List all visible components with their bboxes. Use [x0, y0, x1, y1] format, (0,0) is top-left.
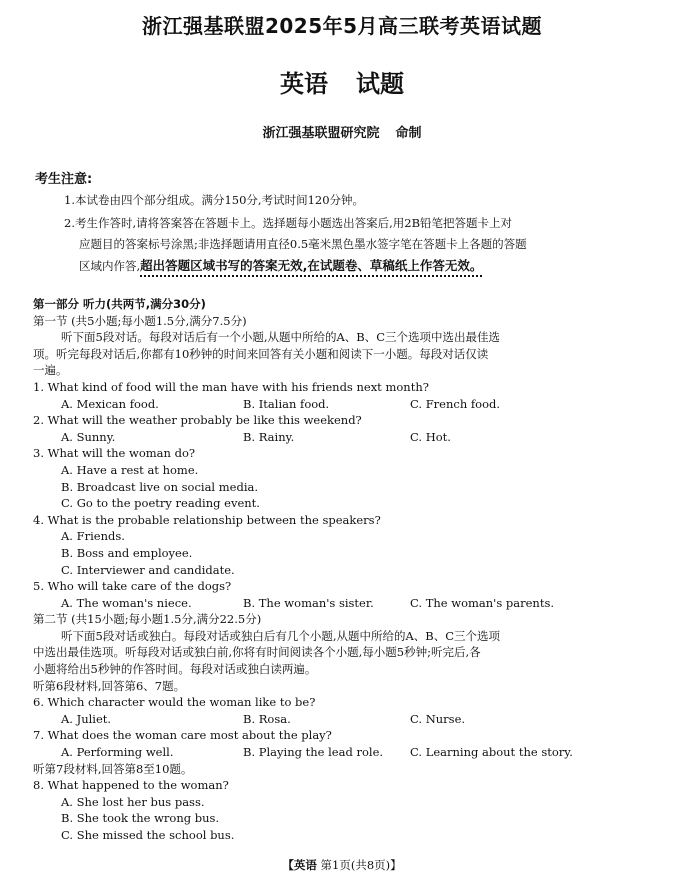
notice-item-2-plain: 区域内作答, [79, 259, 141, 273]
section2-title: 第二节 (共15小题;每小题1.5分,满分22.5分) [33, 612, 262, 627]
paper-label: 试题 [356, 69, 404, 98]
option-c: C. Nurse. [410, 711, 466, 726]
question-3: 3. What will the woman do? [33, 446, 196, 461]
question-1: 1. What kind of food will the man have with his friends next month? [33, 379, 429, 394]
notice-warning: 超出答题区域书写的答案无效,在试题卷、草稿纸上作答无效。 [140, 258, 483, 273]
subject-title [0, 64, 684, 99]
notice-item-1: 1.本试卷由四个部分组成。满分150分,考试时间120分钟。 [64, 193, 365, 207]
question-5: 5. Who will take care of the dogs? [33, 579, 232, 594]
option-a: A. Performing well. [61, 745, 174, 760]
question-4: 4. What is the probable relationship between the speakers? [33, 512, 381, 527]
option-a: A. Friends. [61, 529, 125, 544]
section2-directions-1: 听下面5段对话或独白。每段对话或独白后有几个小题,从题中所给的A、B、C三个选项 [61, 628, 501, 643]
option-c: C. She missed the school bus. [61, 828, 235, 842]
option-c: C. Learning about the story. [410, 745, 573, 760]
section1-directions-1: 听下面5段对话。每段对话后有一个小题,从题中所给的A、B、C三个选项中选出最佳选 [61, 330, 501, 345]
option-b: B. She took the wrong bus. [61, 811, 220, 826]
question-6-options [33, 711, 648, 728]
option-b: B. Broadcast live on social media. [61, 479, 259, 494]
material-6-instruction: 听第6段材料,回答第6、7题。 [33, 678, 186, 693]
option-b: B. Italian food. [243, 396, 330, 411]
exam-main-title: 浙江强基联盟2025年5月高三联考英语试题 [141, 14, 543, 38]
option-a: A. Mexican food. [61, 396, 159, 411]
section2-directions-3: 小题将给出5秒钟的作答时间。每段对话或独白读两遍。 [33, 662, 317, 677]
option-b: B. Rosa. [243, 711, 291, 726]
option-a: A. Sunny. [61, 429, 116, 444]
option-a: A. The woman's niece. [61, 595, 192, 610]
page-footer [0, 857, 684, 873]
notice-heading: 考生注意: [35, 172, 93, 187]
option-b: B. The woman's sister. [243, 595, 374, 610]
option-a: A. Juliet. [61, 711, 112, 726]
question-1-options [33, 396, 648, 413]
option-c: C. Hot. [410, 429, 451, 444]
option-b: B. Rainy. [243, 429, 295, 444]
section1-directions-2: 项。听完每段对话后,你都有10秒钟的时间来回答有关小题和阅读下一小题。每段对话仅读 [33, 346, 489, 361]
question-6: 6. Which character would the woman like to be? [33, 695, 316, 710]
notice-item-2-line-2: 应题目的答案标号涂黑;非选择题请用直径0.5毫米黑色墨水签字笔在答题卡上各题的答题 [79, 237, 527, 251]
institute-name: 浙江强基联盟研究院 [262, 126, 380, 141]
subject-name: 英语 [280, 69, 328, 98]
question-7: 7. What does the woman care most about the play? [33, 728, 332, 743]
section2-directions-2: 中选出最佳选项。听每段对话或独白前,你将有时间阅读各个小题,每小题5秒钟;听完后,各 [33, 645, 481, 660]
question-2-options [33, 429, 648, 446]
footer-subject: 【英语 [282, 858, 317, 872]
section1-directions-3: 一遍。 [33, 363, 68, 378]
part1-title: 第一部分 听力(共两节,满分30分) [33, 297, 206, 311]
option-c: C. Interviewer and candidate. [61, 562, 235, 577]
notice-item-2-line-3 [64, 255, 624, 277]
compiler-line [0, 122, 684, 141]
footer-page-number: 第1页(共8页)】 [320, 858, 402, 872]
compiled-label: 命制 [395, 126, 422, 141]
option-a: A. Have a rest at home. [61, 462, 199, 477]
listening-section [33, 296, 648, 844]
option-b: B. Boss and employee. [61, 545, 193, 560]
question-7-options [33, 744, 648, 761]
option-c: C. French food. [410, 396, 501, 411]
question-8: 8. What happened to the woman? [33, 778, 229, 793]
question-5-options [33, 595, 648, 612]
section1-title: 第一节 (共5小题;每小题1.5分,满分7.5分) [33, 313, 247, 328]
notice-item-2 [64, 213, 624, 277]
question-2: 2. What will the weather probably be like this weekend? [33, 413, 362, 428]
notice-item-2-line-1: 2.考生作答时,请将答案答在答题卡上。选择题每小题选出答案后,用2B铅笔把答题卡上对 [64, 216, 513, 230]
option-c: C. Go to the poetry reading event. [61, 496, 260, 511]
option-a: A. She lost her bus pass. [61, 794, 205, 809]
material-7-instruction: 听第7段材料,回答第8至10题。 [33, 761, 193, 776]
option-b: B. Playing the lead role. [243, 745, 384, 760]
option-c: C. The woman's parents. [410, 595, 554, 610]
